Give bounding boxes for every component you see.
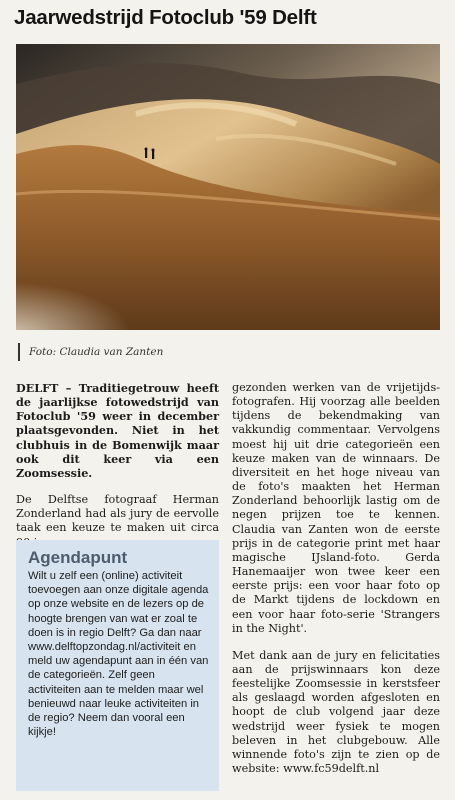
agenda-text: Wilt u zelf een (online) activiteit toevoegen aan onze digitale agenda op onze website en de lezers op de hoogte brengen van wat er zoal te doen is in regio Delft? Ga dan naar www.delftopzondag.nl/activiteit en meld uw agendapunt aan in één van de categorieën. Zelf geen activiteiten aan te melden maar wel benieuwd naar leuke activiteiten in de regio? Neem dan vooral een kijkje! bbox=[28, 570, 209, 739]
article-body-right-1: gezonden werken van de vrijetijds-fotografen. Hij voorzag alle beelden tijdens de bekendmaking van vakkundig commentaar. Vervolgens moest hij uit drie categorieën een keuze maken van de winnaars. De diversiteit en het hoge niveau van de foto's maakten het Herman Zonderland behoorlijk lastig om de negen prijzen toe te kennen. Claudia van Zanten won de eerste prijs in de categorie print met haar magische IJsland-foto. Gerda Hanemaaijer won twee keer een eerste prijs: een voor haar foto op de Markt tijdens de lockdown en een voor haar foto-serie 'Strangers in the Night'. bbox=[232, 381, 440, 635]
article-body-left: De Delftse fotograaf Herman Zonderland had als jury de eervolle taak een keuze te maken uit circa bbox=[16, 493, 219, 535]
agenda-title: Agendapunt bbox=[28, 548, 128, 567]
article-column-right bbox=[232, 381, 440, 776]
article-lead: DELFT – Traditiegetrouw heeft de jaarlijkse fotowedstrijd van Fotoclub '59 weer in december plaatsgevonden. Niet in het clubhuis in de Bomenwijk maar ook dit keer via een Zoomsessie. bbox=[16, 381, 219, 480]
agenda-box bbox=[16, 540, 219, 791]
volcanic-landscape-image bbox=[16, 44, 440, 330]
article-photo bbox=[16, 44, 440, 330]
article-column-left bbox=[16, 381, 219, 550]
photo-credit: Foto: Claudia van Zanten bbox=[18, 343, 163, 361]
article-body-right-2: Met dank aan de jury en felicitaties aan de prijswinnaars kon deze feestelijke Zoomsessie in kerstsfeer als geslaagd worden afgesloten en hoopt de club volgend jaar deze wedstrijd weer fysiek te mogen beleven in het clubgebouw. Alle winnende foto's zijn te zien op de website: www.fc59delft.nl bbox=[232, 648, 440, 776]
article-title: Jaarwedstrijd Fotoclub '59 Delft bbox=[14, 6, 317, 29]
